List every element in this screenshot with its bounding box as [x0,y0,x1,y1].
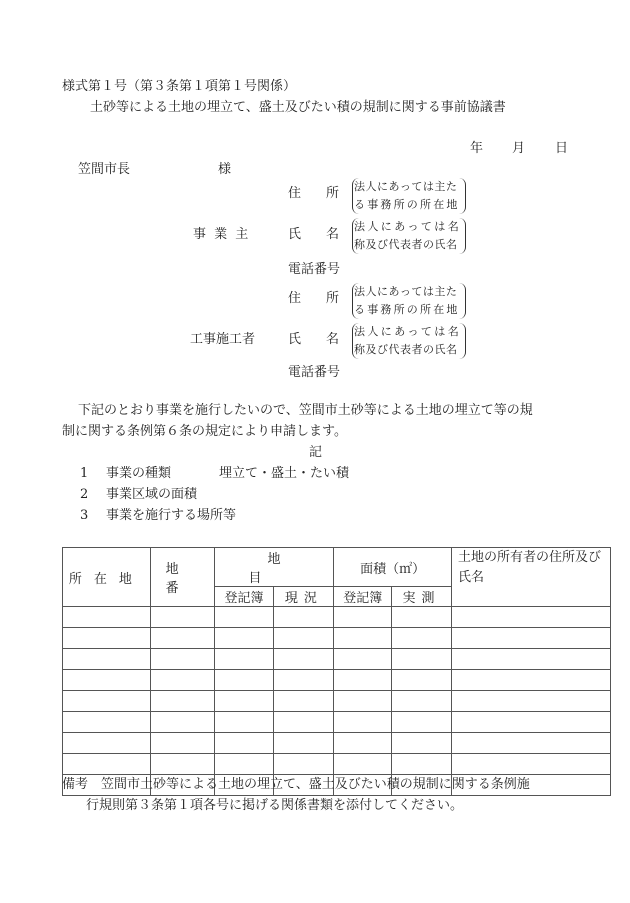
header-location [63,548,151,607]
table-cell[interactable] [63,628,151,649]
table-cell[interactable] [451,670,610,691]
table-cell[interactable] [334,670,392,691]
date-year-label: 年 [470,141,484,156]
item-label-business-type: 事業の種類 [106,466,172,481]
header-text: 面積（㎡） [360,561,426,577]
table-cell[interactable] [334,754,392,775]
date-month-label: 月 [512,141,526,156]
business-owner-name-note [352,218,466,254]
table-cell[interactable] [451,712,610,733]
item-number: 3 [80,508,89,523]
note-line: る事務所の所在地 [354,303,460,316]
item-label-area: 事業区域の面積 [106,487,198,502]
contractor-address-label: 住 所 [288,291,346,306]
note-line: 法人にあっては主た [354,285,458,298]
table-cell[interactable] [334,607,392,628]
table-cell[interactable] [150,712,214,733]
business-owner-phone-label: 電話番号 [288,262,341,277]
header-text: 登記簿 [224,591,264,606]
document-title: 土砂等による土地の埋立て、盛土及びたい積の規制に関する事前協議書 [90,100,506,115]
note-line: 法人にあっては主た [354,180,458,193]
table-row [63,691,611,712]
header-area [334,548,452,587]
table-row [63,649,611,670]
header-text: 地番 [165,562,199,596]
item-number: 1 [80,466,89,481]
body-text-line-2: 制に関する条例第６条の規定により申請します。 [62,424,347,439]
table-cell[interactable] [214,607,274,628]
table-cell[interactable] [274,754,334,775]
table-cell[interactable] [150,733,214,754]
table-cell[interactable] [63,670,151,691]
table-cell[interactable] [214,649,274,670]
item-value-business-type: 埋立て・盛土・たい積 [219,466,350,481]
note-line: 法人にあっては名 [354,220,462,233]
contractor-phone-label: 電話番号 [288,365,341,380]
note-line-2: 行規則第３条第１項各号に掲げる関係書類を添付してください。 [86,798,464,813]
table-row [63,628,611,649]
table-cell[interactable] [392,607,452,628]
table-row [63,754,611,775]
table-cell[interactable] [214,754,274,775]
table-cell[interactable] [274,733,334,754]
contractor-name-label: 氏 名 [288,332,346,347]
table-cell[interactable] [214,712,274,733]
table-cell[interactable] [63,712,151,733]
table-cell[interactable] [334,691,392,712]
table-row [63,607,611,628]
table-cell[interactable] [451,754,610,775]
note-line: 称及び代表者の氏名 [354,238,458,251]
table-cell[interactable] [63,649,151,670]
header-owner [451,548,610,607]
date-day-label: 日 [555,141,569,156]
table-cell[interactable] [392,733,452,754]
table-cell[interactable] [274,649,334,670]
header-text: 登記簿 [343,591,383,606]
contractor-address-note [352,283,466,319]
table-cell[interactable] [274,712,334,733]
table-cell[interactable] [274,628,334,649]
land-table [62,547,611,796]
header-owner-text: 土地の所有者の住所及び氏名 [457,550,601,585]
table-cell[interactable] [334,733,392,754]
role-contractor: 工事施工者 [190,332,256,347]
item-label-location: 事業を施行する場所等 [106,508,237,523]
header-text: 現況 [284,591,323,606]
business-owner-name-label: 氏 名 [288,227,346,242]
table-cell[interactable] [150,649,214,670]
table-cell[interactable] [150,691,214,712]
table-cell[interactable] [451,607,610,628]
table-cell[interactable] [274,670,334,691]
header-text: 実測 [402,591,441,606]
table-cell[interactable] [150,628,214,649]
table-cell[interactable] [214,670,274,691]
form-number: 様式第１号（第３条第１項第１号関係） [62,79,297,94]
addressee-honorific: 様 [218,162,232,177]
table-cell[interactable] [392,712,452,733]
table-row [63,733,611,754]
table-cell[interactable] [334,649,392,670]
table-cell[interactable] [392,670,452,691]
table-cell[interactable] [63,691,151,712]
table-cell[interactable] [214,628,274,649]
header-area-registry [334,587,392,607]
note-line: る事務所の所在地 [354,198,460,211]
contractor-name-note [352,323,466,359]
table-cell[interactable] [63,733,151,754]
header-land-category-registry [214,587,274,607]
table-cell[interactable] [150,670,214,691]
table-cell[interactable] [451,649,610,670]
table-cell[interactable] [451,733,610,754]
table-cell[interactable] [214,691,274,712]
header-lot-number [150,548,214,607]
role-business-owner: 事 業 主 [193,227,251,242]
table-cell[interactable] [392,691,452,712]
business-owner-address-label: 住 所 [288,186,346,201]
table-cell[interactable] [451,628,610,649]
note-line-1: 備考 笠間市土砂等による土地の埋立て、盛土及びたい積の規制に関する条例施 [62,777,530,792]
table-cell[interactable] [63,607,151,628]
addressee-name: 笠間市長 [78,162,131,177]
table-cell[interactable] [150,607,214,628]
header-text: 地目 [248,552,319,586]
business-owner-address-note [352,178,466,214]
note-line: 法人にあっては名 [354,325,462,338]
table-cell[interactable] [392,754,452,775]
table-cell[interactable] [150,754,214,775]
table-cell[interactable] [274,691,334,712]
table-cell[interactable] [392,649,452,670]
table-cell[interactable] [214,733,274,754]
header-land-category [214,548,334,587]
item-number: 2 [80,487,89,502]
table-row [63,670,611,691]
table-cell[interactable] [63,754,151,775]
body-text-line-1: 下記のとおり事業を施行したいので、笠間市土砂等による土地の埋立て等の規 [78,403,533,418]
header-text: 所在地 [68,571,144,587]
table-cell[interactable] [334,712,392,733]
table-cell[interactable] [274,607,334,628]
table-cell[interactable] [451,691,610,712]
header-area-measured [392,587,452,607]
table-cell[interactable] [392,628,452,649]
ki-heading: 記 [309,445,323,460]
header-land-category-actual [274,587,334,607]
table-row [63,712,611,733]
note-line: 称及び代表者の氏名 [354,343,458,356]
table-cell[interactable] [334,628,392,649]
